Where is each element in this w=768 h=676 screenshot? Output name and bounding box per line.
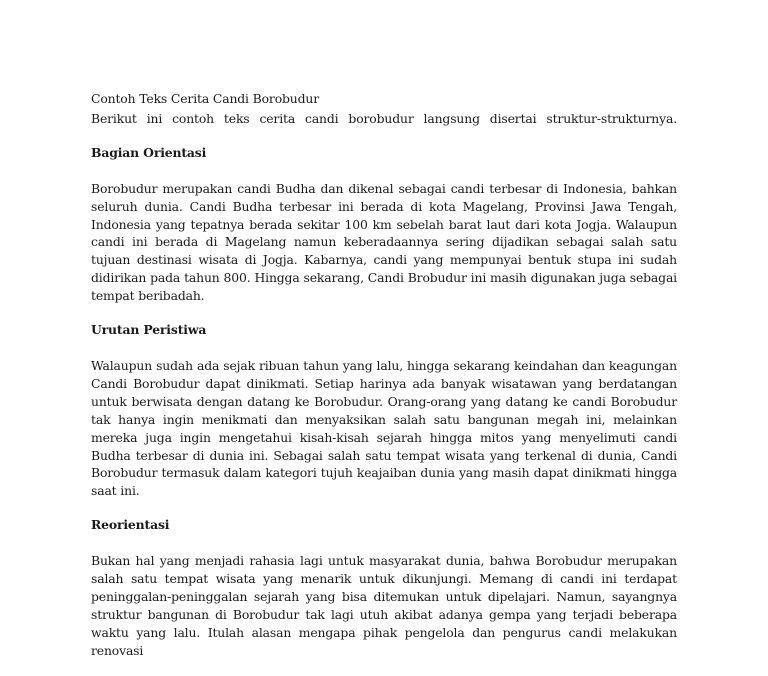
section-heading-orientasi: Bagian Orientasi: [91, 144, 207, 160]
section-body-reorientasi: Bukan hal yang menjadi rahasia lagi untuk masyarakat dunia, bahwa Borobudur merupakan salah satu tempat wisata yang menarik untuk dikunjungi. Memang di candi ini terdapat peninggalan-peninggalan sejarah yang bisa ditemukan untuk dipelajari. Namun, sayangnya struktur bangunan di Borobudur tak lagi utuh akibat adanya gempa yang terjadi beberapa waktu yang lalu. Itulah alasan mengapa pihak pengelola dan pengurus candi melakukan renovasi: [91, 553, 677, 658]
document-title: Contoh Teks Cerita Candi Borobudur: [91, 91, 319, 106]
section-body-orientasi: Borobudur merupakan candi Budha dan dikenal sebagai candi terbesar di Indonesia, bahkan seluruh dunia. Candi Budha terbesar ini berada di kota Magelang, Provinsi Jawa Tengah, Indonesia yang tepatnya berada sekitar 100 km sebelah barat laut dari kota Jogja. Walaupun candi ini berada di Magelang namun keberadaannya sering dijadikan sebagai salah satu tujuan destinasi wisata di Jogja. Kabarnya, candi yang mempunyai bentuk stupa ini sudah didirikan pada tahun 800. Hingga sekarang, Candi Brobudur ini masih digunakan juga sebagai tempat beribadah.: [91, 180, 677, 304]
section-heading-urutan-peristiwa: Urutan Peristiwa: [91, 322, 207, 338]
intro-paragraph: Berikut ini contoh teks cerita candi borobudur langsung disertai struktur-strukturnya.: [91, 110, 677, 126]
section-body-urutan-peristiwa: Walaupun sudah ada sejak ribuan tahun yang lalu, hingga sekarang keindahan dan keagungan Candi Borobudur dapat dinikmati. Setiap harinya ada banyak wisatawan yang berdatangan untuk berwisata dengan datang ke Borobudur. Orang-orang yang datang ke candi Borobudur tak hanya ingin menikmati dan menyaksikan salah satu bangunan megah ini, melainkan mereka juga ingin mengetahui kisah-kisah sejarah hingga mitos yang menyelimuti candi Budha terbesar di dunia ini. Sebagai salah satu tempat wisata yang terkenal di dunia, Candi Borobudur termasuk dalam kategori tujuh keajaiban dunia yang masih dapat dinikmati hingga saat ini.: [91, 357, 677, 499]
section-heading-reorientasi: Reorientasi: [91, 517, 170, 533]
document-page: [91, 90, 677, 676]
